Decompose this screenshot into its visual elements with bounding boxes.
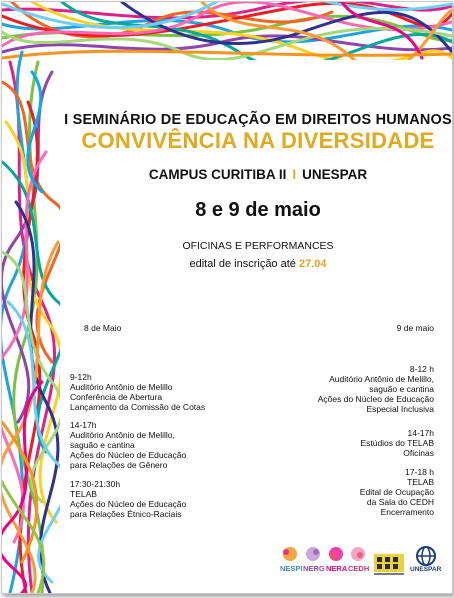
registration-prefix: edital de inscrição até bbox=[189, 258, 296, 270]
day2-session-2 bbox=[360, 428, 434, 458]
session-time: 8-12 h bbox=[409, 364, 434, 374]
unespar-label: UNESPAR bbox=[410, 566, 442, 573]
session-line: Encerramento bbox=[380, 507, 434, 517]
nera-label: NERA bbox=[326, 564, 348, 573]
day2-session-3 bbox=[360, 467, 434, 517]
session-line: Lançamento da Comissão de Cotas bbox=[70, 402, 206, 412]
session-line: Oficinas bbox=[403, 448, 434, 458]
session-line: para Relações de Gênero bbox=[70, 460, 168, 470]
session-line: saguão e cantina bbox=[369, 384, 434, 394]
session-line: saguão e cantina bbox=[70, 440, 135, 450]
session-line: Especial Inclusiva bbox=[366, 404, 434, 414]
university-name: UNESPAR bbox=[302, 167, 368, 182]
session-line: Ações do Núcleo de Educação bbox=[70, 499, 187, 509]
building-logo bbox=[374, 554, 404, 581]
session-line: Edital de Ocupação bbox=[359, 487, 434, 497]
session-time: 17-18 h bbox=[405, 467, 434, 477]
campus-name: CAMPUS CURITIBA II bbox=[148, 167, 287, 182]
day2-session-1 bbox=[318, 364, 434, 414]
session-line: TELAB bbox=[407, 477, 434, 487]
session-time: 17:30-21:30h bbox=[70, 479, 121, 489]
globe-icon bbox=[414, 546, 438, 566]
session-line: Auditório Antônio de Melillo, bbox=[70, 430, 175, 440]
event-dates: 8 e 9 de maio bbox=[195, 199, 321, 221]
day1-session-2 bbox=[70, 420, 186, 470]
session-time: 9-12h bbox=[70, 372, 92, 382]
day1-label: 8 de Maio bbox=[84, 323, 122, 333]
session-time: 14-17h bbox=[70, 420, 97, 430]
session-line: Ações do Núcleo de Educação bbox=[70, 450, 187, 460]
session-line: Conferência de Abertura bbox=[70, 392, 163, 402]
registration-line bbox=[64, 258, 452, 270]
session-line: Auditório Antônio de Melillo, bbox=[329, 374, 434, 384]
session-line: Ações do Núcleo de Educação bbox=[317, 394, 434, 404]
session-line: Auditório Antônio de Melillo bbox=[70, 382, 173, 392]
campus-separator: I bbox=[292, 167, 297, 182]
seminar-subtitle: CONVIVÊNCIA NA DIVERSIDADE bbox=[81, 128, 435, 153]
session-line: da Sala do CEDH bbox=[366, 497, 434, 507]
poster bbox=[1, 1, 453, 594]
unespar-logo bbox=[410, 546, 442, 573]
nespi-logo bbox=[280, 546, 303, 573]
cedh-label: CEDH bbox=[348, 564, 370, 573]
day1-session-3 bbox=[70, 479, 186, 519]
day1-session-1 bbox=[70, 372, 205, 412]
registration-date: 27.04 bbox=[298, 258, 327, 270]
nera-logo bbox=[326, 546, 348, 573]
nespi-label: NESPI bbox=[280, 564, 303, 573]
session-line: para Relações Étnico-Raciais bbox=[70, 509, 182, 519]
campus-line bbox=[64, 167, 452, 182]
cedh-logo bbox=[348, 546, 370, 573]
session-line: Estúdios do TELAB bbox=[360, 438, 434, 448]
workshops-label: OFICINAS E PERFORMANCES bbox=[182, 240, 334, 252]
nerg-label: NERG bbox=[303, 564, 325, 573]
session-line: TELAB bbox=[70, 489, 97, 499]
seminar-title: I SEMINÁRIO DE EDUCAÇÃO EM DIREITOS HUMANOS bbox=[64, 112, 452, 128]
day2-label: 9 de maio bbox=[396, 323, 434, 333]
nerg-logo bbox=[303, 546, 325, 573]
session-time: 14-17h bbox=[407, 428, 434, 438]
